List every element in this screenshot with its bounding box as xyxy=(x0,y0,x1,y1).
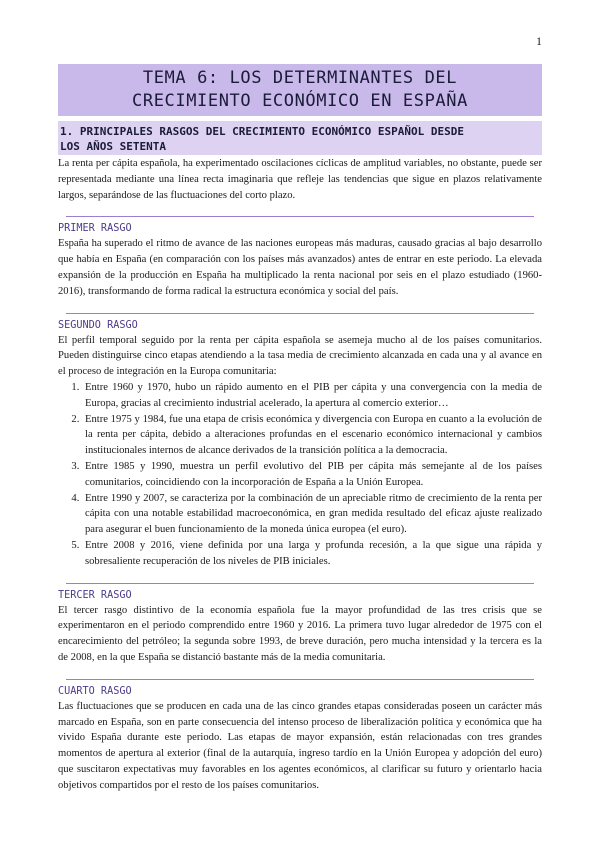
list-item: 5. Entre 2008 y 2016, viene definida por una larga y profunda recesión, a la que sigue una rápida y sobresaliente recuperación de los niveles de PIB iniciales. xyxy=(82,538,542,570)
paragraph-cuarto-rasgo: Las fluctuaciones que se producen en cada una de las cinco grandes etapas consideradas poseen un carácter más marcado en España, son en parte consecuencia del intenso proceso de liberalización política y económica que ha vivido España durante este periodo. Las etapas de mayor expansión, están relacionadas con tres grandes momentos de apertura al exterior (final de la autarquía, ingreso tardío en la Unión Europea y adopción del euro) que suscitaron expectativas muy favorables en los agentes económicos, al clarificar su futuro y orientarlo hacia objetivos compartidos por el resto de los países comunitarios. xyxy=(58,700,542,791)
page-number: 1 xyxy=(536,34,542,48)
list-item: 4. Entre 1990 y 2007, se caracteriza por la combinación de un apreciable ritmo de crecimiento de la renta per cápita con una notable estabilidad macroeconómica, en gran medida resultado del eficaz ajuste realizado para asegurar el buen funcionamiento de la moneda única europea (el euro). xyxy=(82,491,542,538)
subheading-primer-rasgo: PRIMER RASGO xyxy=(58,223,132,235)
divider xyxy=(66,216,534,217)
section-title-line-1: 1. PRINCIPALES RASGOS DEL CRECIMIENTO ECONÓMICO ESPAÑOL DESDE xyxy=(60,125,464,138)
document-body xyxy=(58,156,542,794)
subheading-segundo-rasgo: SEGUNDO RASGO xyxy=(58,319,138,331)
document-title-line-1: TEMA 6: LOS DETERMINANTES DEL xyxy=(142,68,458,88)
divider xyxy=(66,313,534,314)
paragraph-tercer-rasgo: El tercer rasgo distintivo de la economía española fue la mayor profundidad de las tres crisis que se experimentaron en el periodo comprendido entre 1960 y 2016. La primera tuvo lugar alrededor de 1975 con el encarecimiento del petróleo; la segunda sobre 1993, de breve duración, pero mucha intensidad y la tercera es la de 2008, en la que España se distanció bastante más de la media comunitaria. xyxy=(58,604,542,663)
divider xyxy=(66,679,534,680)
document-title-banner xyxy=(58,64,542,116)
etapas-list xyxy=(58,380,542,570)
list-item: 2. Entre 1975 y 1984, fue una etapa de crisis económica y divergencia con Europa en cuanto a la evolución de la renta per cápita, debido a alteraciones profundas en el escenario económico internacional y cambios institucionales internos de alcance derivados de la transición política a la democracia. xyxy=(82,412,542,459)
document-title-line-2: CRECIMIENTO ECONÓMICO EN ESPAÑA xyxy=(132,91,468,111)
list-item: 1. Entre 1960 y 1970, hubo un rápido aumento en el PIB per cápita y una convergencia con la media de Europa, gracias al crecimiento industrial acelerado, la apertura al comercio exterior… xyxy=(82,380,542,412)
list-item: 3. Entre 1985 y 1990, muestra un perfil evolutivo del PIB per cápita más semejante al de los países comunitarios, coincidiendo con la incorporación de España a la Unión Europea. xyxy=(82,459,542,491)
paragraph-primer-rasgo: España ha superado el ritmo de avance de las naciones europeas más maduras, causado gracias al bajo desarrollo que había en España (en comparación con los países más avanzados) antes de entrar en este periodo. La elevada expansión de la producción en España ha multiplicado la renta nacional por seis en el plazo estudiado (1960-2016), transformando de forma radical la estructura económica y social del país. xyxy=(58,238,542,297)
section-intro-paragraph: La renta per cápita española, ha experimentado oscilaciones cíclicas de amplitud variables, no obstante, puede ser representada mediante una línea recta imaginaria que refleje las tendencias que sigue en plazos relativamente largos, separándose de las fluctuaciones del corto plazo. xyxy=(58,158,542,201)
paragraph-segundo-rasgo-intro: El perfil temporal seguido por la renta per cápita española se asemeja mucho al de los países comunitarios. Pueden distinguirse cinco etapas atendiendo a la tasa media de crecimiento alcanzada en cada una y al avance en el proceso de integración en la Europa comunitaria: xyxy=(58,334,542,378)
section-title-line-2: LOS AÑOS SETENTA xyxy=(60,140,166,153)
subheading-tercer-rasgo: TERCER RASGO xyxy=(58,589,132,601)
subheading-cuarto-rasgo: CUARTO RASGO xyxy=(58,685,132,697)
divider xyxy=(66,583,534,584)
section-heading-banner xyxy=(58,121,542,155)
